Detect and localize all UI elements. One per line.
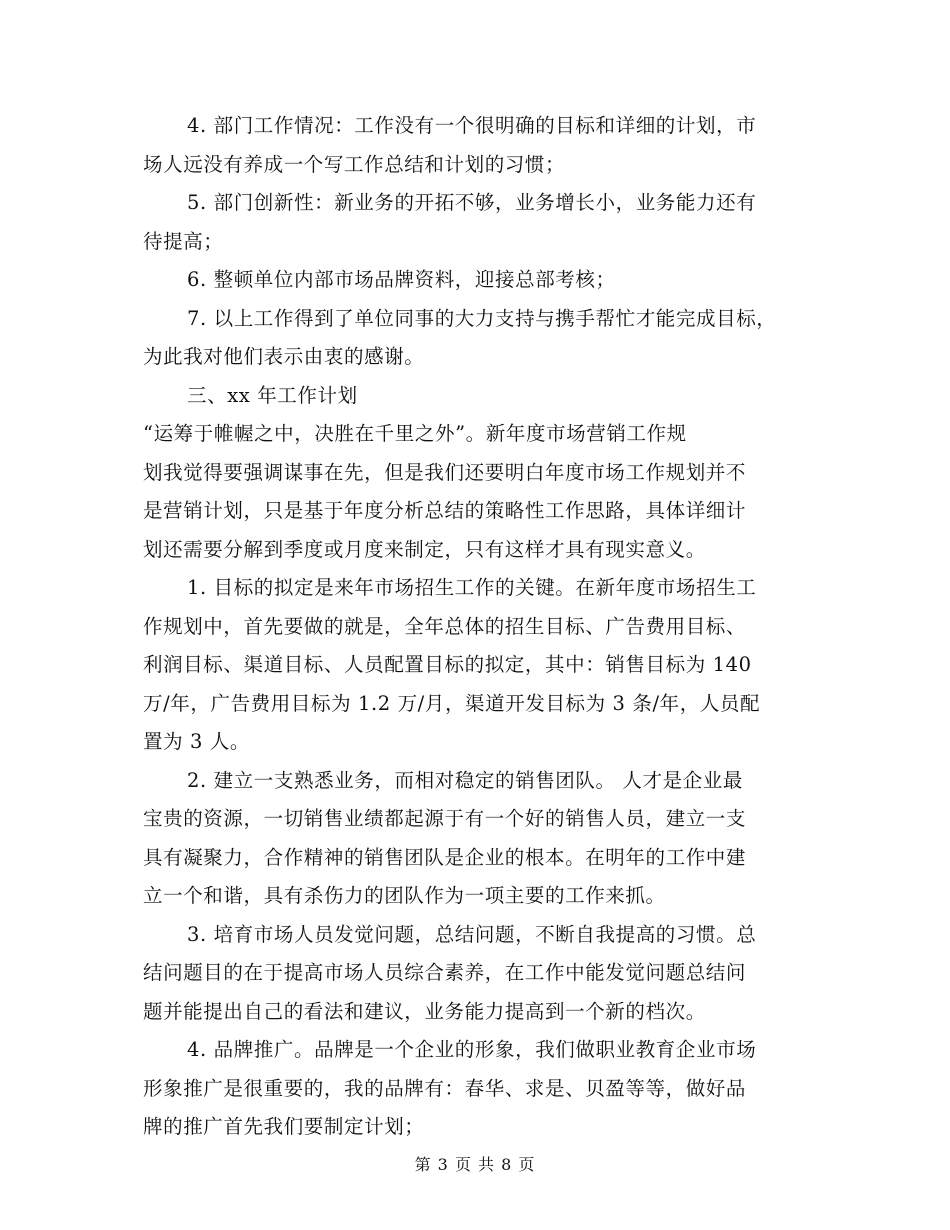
text-line: 5. 部门创新性：新业务的开拓不够，业务增长小，业务能力还有 [187,191,757,214]
text-line: 4. 部门工作情况：工作没有一个很明确的目标和详细的计划，市 [187,114,757,137]
text-line: 7. 以上工作得到了单位同事的大力支持与携手帮忙才能完成目标， [187,306,777,330]
text-line: 题并能提出自己的看法和建议，业务能力提高到一个新的档次。 [143,999,706,1023]
footer-suffix: 页 [518,1155,536,1174]
section-heading: 三、xx 年工作计划 [187,383,358,407]
page-footer [0,1152,950,1175]
document-body [143,107,823,1147]
text-line: “运筹于帷幄之中，决胜在千里之外”。新年度市场营销工作规 [143,422,687,445]
text-line: 4. 品牌推广。品牌是一个企业的形象，我们做职业教育企业市场 [187,1038,757,1061]
text-line: 宝贵的资源，一切销售业绩都起源于有一个好的销售人员，建立一支 [143,807,747,830]
paragraph-sales-team [143,762,823,916]
text-line: 2. 建立一支熟悉业务，而相对稳定的销售团队。 人才是企业最 [187,768,744,792]
paragraph-dept-work-status [143,107,823,184]
text-line: 待提高； [143,229,224,253]
text-line: 场人远没有养成一个写工作总结和计划的习惯； [143,152,566,176]
text-line: 形象推广是很重要的，我的品牌有：春华、求是、贝盈等等，做好品 [143,1076,747,1100]
text-line: 置为 3 人。 [143,730,251,753]
footer-middle: 页 共 [454,1155,496,1174]
text-line: 6. 整顿单位内部市场品牌资料，迎接总部考核； [187,268,616,291]
text-line: 牌的推广首先我们要制定计划； [143,1115,425,1138]
text-line: 立一个和谐，具有杀伤力的团队作为一项主要的工作来抓。 [143,884,666,907]
section-heading-work-plan [143,377,823,416]
text-line: 结问题目的在于提高市场人员综合素养，在工作中能发觉问题总结问 [143,961,747,984]
paragraph-thanks [143,300,823,377]
text-line: 为此我对他们表示由衷的感谢。 [143,345,425,368]
footer-current-page: 3 [437,1155,449,1174]
paragraph-dept-innovation [143,184,823,261]
paragraph-goal-setting [143,569,823,762]
text-line: 划我觉得要强调谋事在先，但是我们还要明白年度市场工作规划并不 [143,460,747,484]
paragraph-plan-intro [143,415,823,569]
text-line: 1. 目标的拟定是来年市场招生工作的关键。在新年度市场招生工 [187,576,757,599]
paragraph-staff-habits [143,916,823,1032]
paragraph-brand-materials [143,261,823,300]
text-line: 利润目标、渠道目标、人员配置目标的拟定，其中：销售目标为 140 [143,653,752,676]
text-line: 3. 培育市场人员发觉问题，总结问题，不断自我提高的习惯。总 [187,922,757,946]
text-line: 划还需要分解到季度或月度来制定，只有这样才具有现实意义。 [143,537,706,561]
text-line: 是营销计划，只是基于年度分析总结的策略性工作思路，具体详细计 [143,499,747,522]
paragraph-brand-promotion [143,1031,823,1147]
text-line: 作规划中，首先要做的就是，全年总体的招生目标、广告费用目标、 [143,614,747,638]
footer-total-pages: 8 [501,1155,513,1174]
footer-prefix: 第 [414,1155,432,1174]
text-line: 具有凝聚力，合作精神的销售团队是企业的根本。在明年的工作中建 [143,845,747,869]
text-line: 万/年，广告费用目标为 1.2 万/月，渠道开发目标为 3 条/年，人员配 [143,691,761,715]
